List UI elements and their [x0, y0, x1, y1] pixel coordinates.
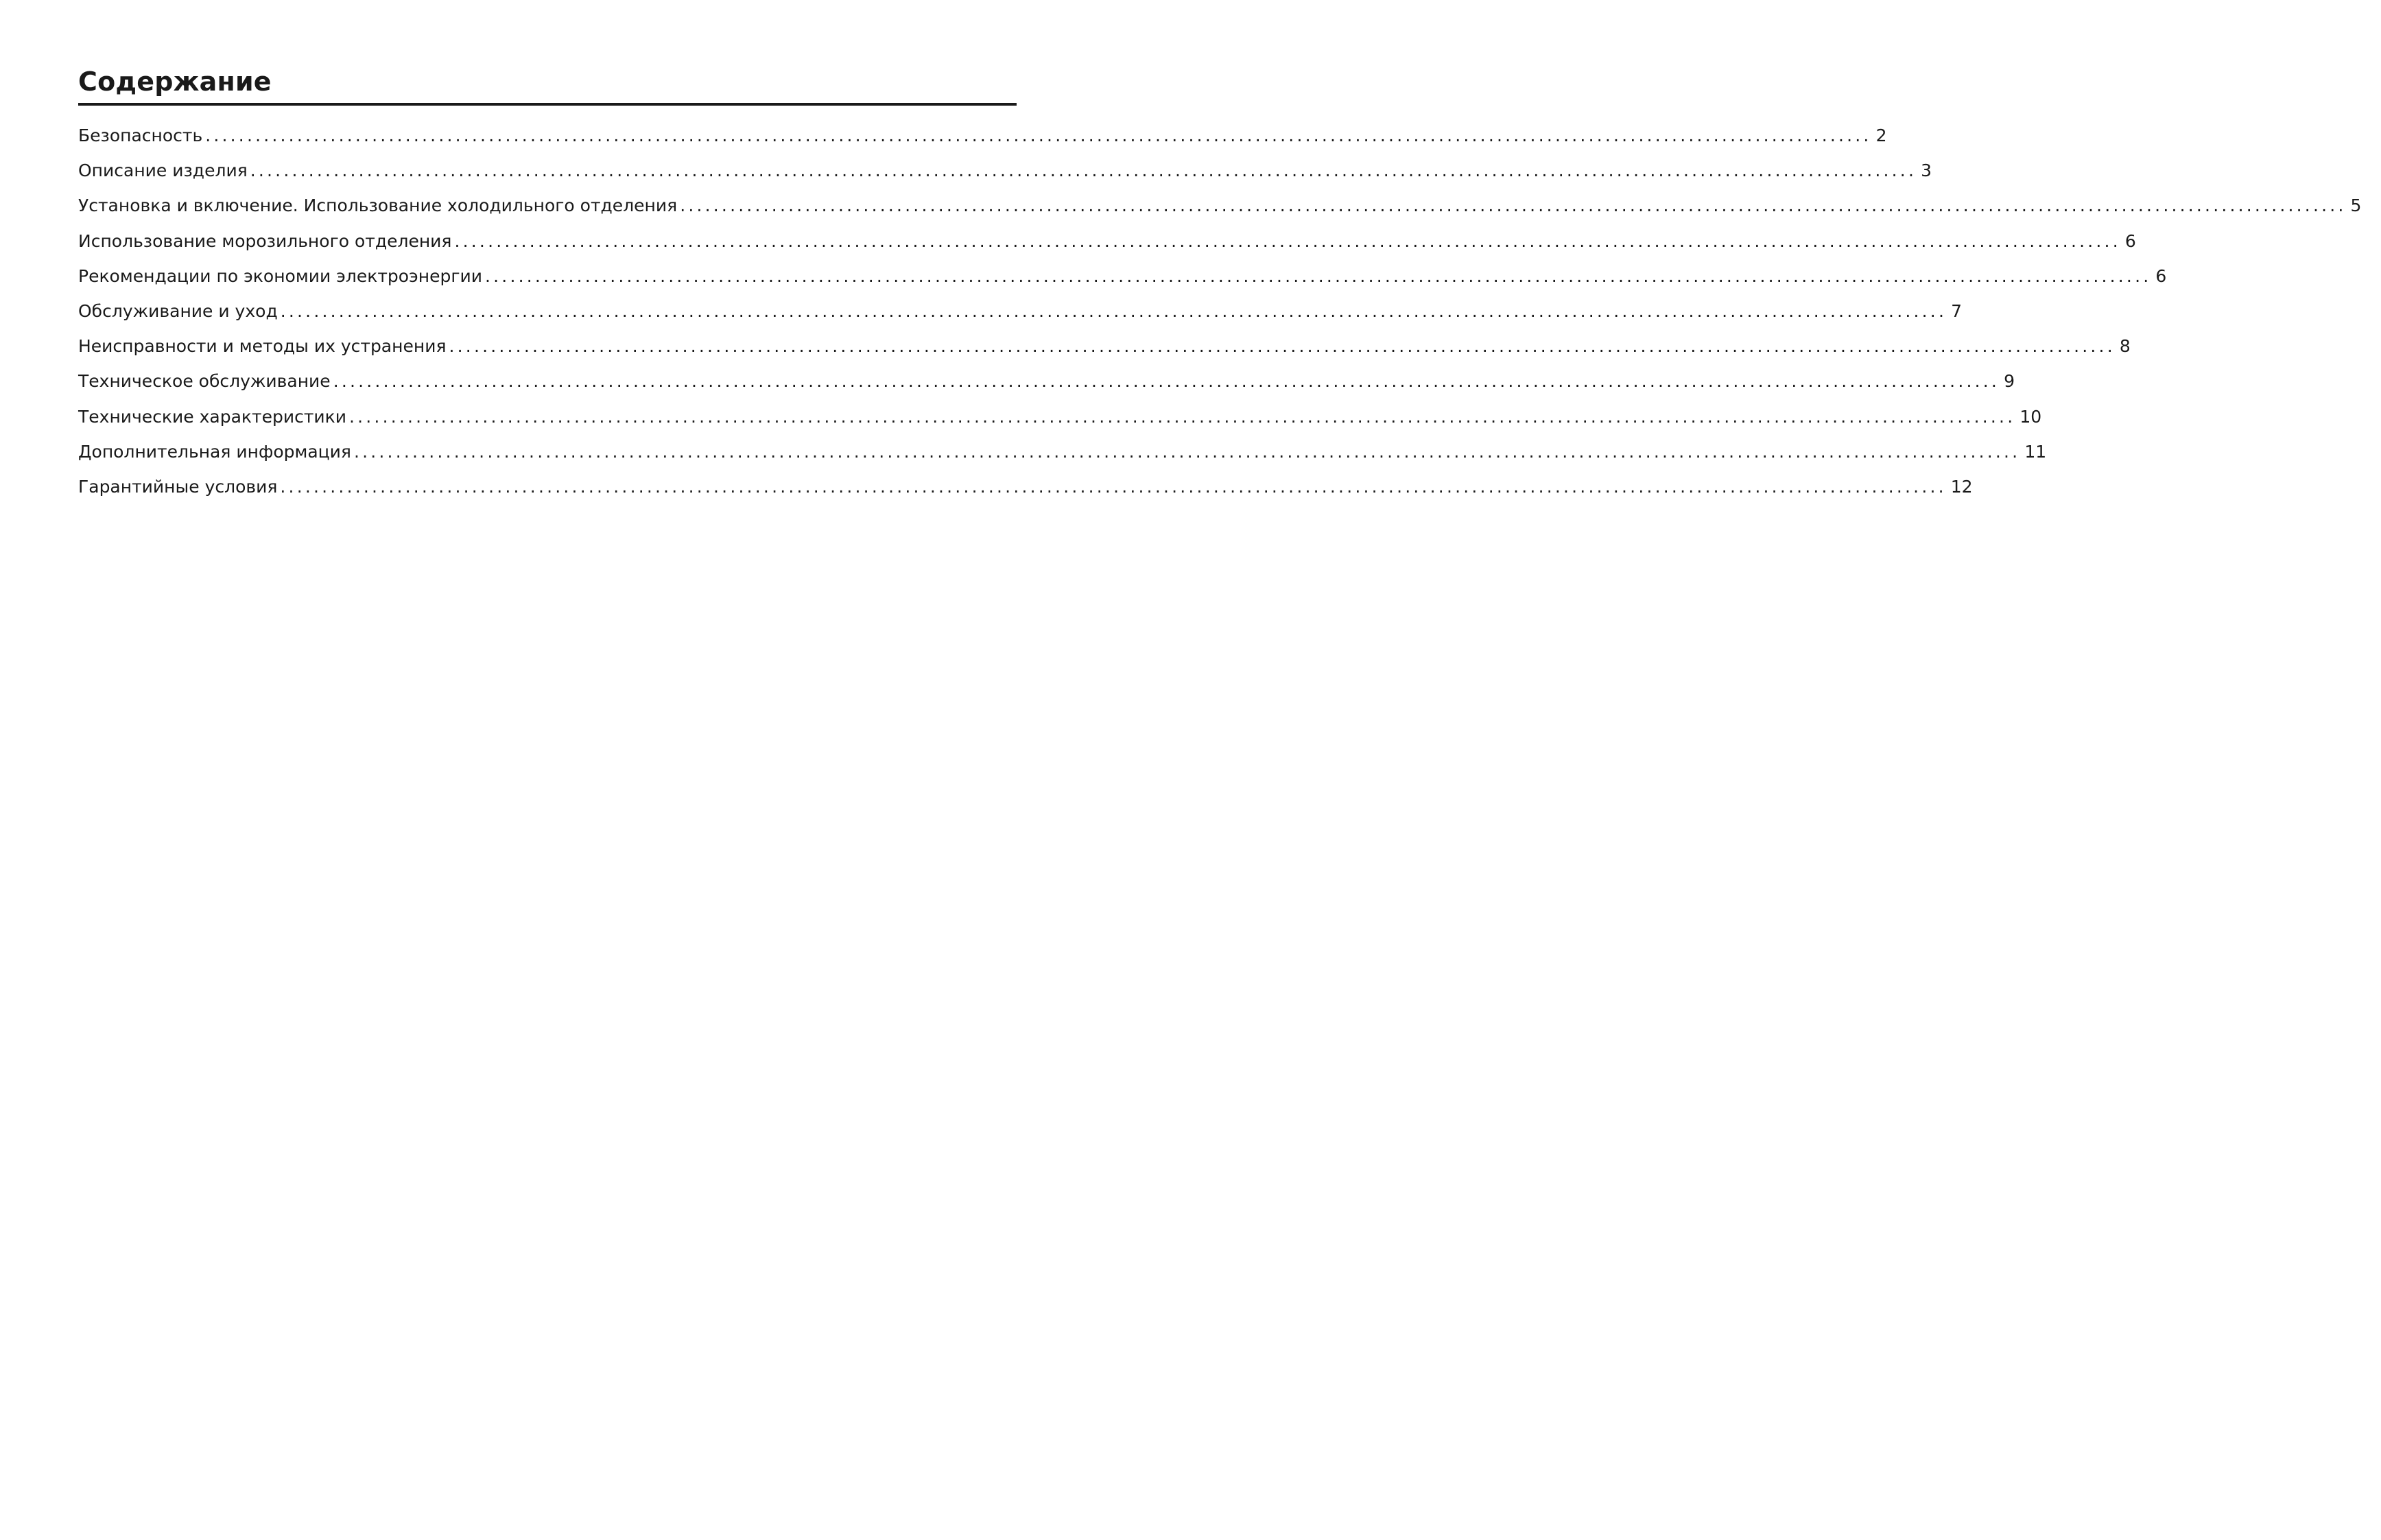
- toc-entry-title: Гарантийные условия: [78, 476, 278, 497]
- toc-dot-leader: ........................................................................................................................................................................................................: [353, 441, 2021, 462]
- toc-entry[interactable]: [78, 406, 2042, 441]
- toc-entry-title: Описание изделия: [78, 161, 248, 181]
- toc-entry-page: 11: [2024, 441, 2047, 462]
- heading-divider: [78, 103, 1017, 106]
- toc-dot-leader: ........................................................................................................................................................................................................: [250, 161, 1917, 181]
- page-title: Содержание: [78, 67, 272, 97]
- toc-entry[interactable]: [78, 160, 1932, 195]
- toc-dot-leader: ........................................................................................................................................................................................................: [205, 126, 1872, 145]
- toc-entry[interactable]: [78, 441, 2047, 476]
- toc-entry[interactable]: [78, 230, 2136, 265]
- toc-dot-leader: ........................................................................................................................................................................................................: [348, 406, 2016, 427]
- toc-entry-title: Технические характеристики: [78, 406, 346, 427]
- toc-entry-page: 10: [2019, 406, 2042, 427]
- toc-entry[interactable]: [78, 335, 2131, 370]
- toc-entry-page: 6: [2155, 265, 2167, 286]
- toc-entry-title: Техническое обслуживание: [78, 371, 331, 392]
- toc-entry-title: Безопасность: [78, 126, 203, 145]
- toc-entry-page: 2: [1875, 126, 1887, 145]
- toc-entry-page: 3: [1921, 161, 1932, 181]
- toc-dot-leader: ........................................................................................................................................................................................................: [333, 371, 2000, 392]
- toc-entry-page: 12: [1950, 476, 1973, 497]
- toc-dot-leader: ........................................................................................................................................................................................................: [454, 230, 2121, 251]
- toc-entry-page: 5: [2350, 196, 2362, 216]
- toc-entry-page: 8: [2119, 336, 2131, 357]
- toc-entry-title: Обслуживание и уход: [78, 300, 278, 321]
- toc-entry[interactable]: [78, 300, 1962, 335]
- document-page: [78, 66, 2362, 511]
- toc-entry[interactable]: [78, 195, 2362, 230]
- toc-dot-leader: ........................................................................................................................................................................................................: [280, 476, 1947, 497]
- toc-entry-page: 7: [1951, 300, 1962, 321]
- toc-entry[interactable]: [78, 125, 1887, 160]
- toc-entry-title: Рекомендации по экономии электроэнергии: [78, 265, 483, 286]
- toc-entry-title: Установка и включение. Использование холодильного отделения: [78, 196, 678, 216]
- toc-dot-leader: ........................................................................................................................................................................................................: [485, 265, 2152, 286]
- toc-entry-title: Дополнительная информация: [78, 441, 351, 462]
- toc-entry-title: Неисправности и методы их устранения: [78, 336, 447, 357]
- table-of-contents: [78, 125, 2362, 511]
- toc-entry[interactable]: [78, 370, 2015, 405]
- toc-entry-page: 9: [2004, 371, 2015, 392]
- toc-dot-leader: ........................................................................................................................................................................................................: [280, 300, 1947, 321]
- toc-entry-title: Использование морозильного отделения: [78, 230, 452, 251]
- toc-entry[interactable]: [78, 476, 1973, 511]
- toc-dot-leader: ........................................................................................................................................................................................................: [680, 196, 2347, 216]
- toc-entry-page: 6: [2124, 230, 2136, 251]
- toc-dot-leader: ........................................................................................................................................................................................................: [449, 336, 2116, 357]
- toc-entry[interactable]: [78, 265, 2167, 300]
